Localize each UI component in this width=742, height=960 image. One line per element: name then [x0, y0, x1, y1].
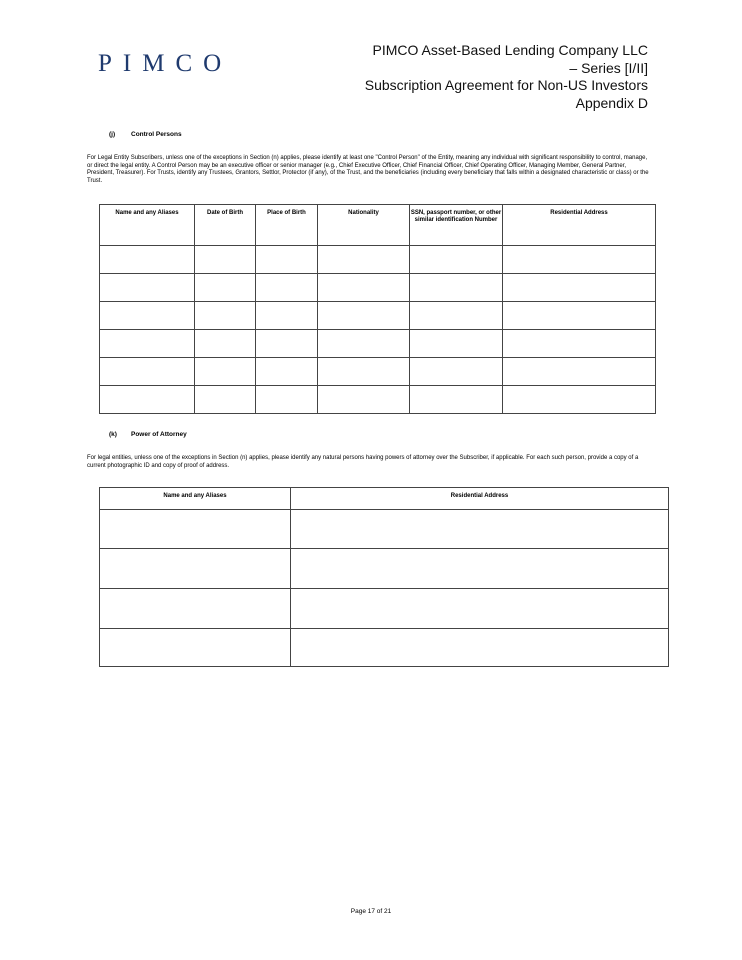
- table-cell[interactable]: [195, 302, 256, 330]
- table-cell[interactable]: [318, 246, 410, 274]
- table-cell[interactable]: [503, 302, 656, 330]
- table-cell[interactable]: [256, 274, 318, 302]
- table-cell[interactable]: [318, 330, 410, 358]
- table-row: [100, 386, 656, 414]
- table-cell[interactable]: [503, 358, 656, 386]
- table-cell[interactable]: [291, 549, 669, 589]
- table-cell[interactable]: [195, 358, 256, 386]
- table-cell[interactable]: [256, 302, 318, 330]
- table-row: [100, 274, 656, 302]
- table-cell[interactable]: [100, 629, 291, 667]
- section-k-number: (k): [109, 431, 117, 438]
- table-cell[interactable]: [410, 330, 503, 358]
- table-cell[interactable]: [318, 274, 410, 302]
- table-cell[interactable]: [410, 386, 503, 414]
- header-line-4: Appendix D: [575, 94, 648, 111]
- table-cell[interactable]: [100, 386, 195, 414]
- column-header-residential-address: Residential Address: [291, 488, 669, 510]
- table-cell[interactable]: [256, 358, 318, 386]
- section-j-title: Control Persons: [131, 131, 182, 138]
- table-cell[interactable]: [410, 302, 503, 330]
- header-line-3: Subscription Agreement for Non-US Investors: [364, 77, 648, 93]
- header-line-2: – Series [I/II]: [569, 59, 648, 76]
- table-cell[interactable]: [503, 386, 656, 414]
- power-of-attorney-header-row: [100, 488, 669, 510]
- table-cell[interactable]: [256, 386, 318, 414]
- table-row: [100, 629, 669, 667]
- table-cell[interactable]: [100, 274, 195, 302]
- table-cell[interactable]: [195, 274, 256, 302]
- table-cell[interactable]: [318, 386, 410, 414]
- table-row: [100, 549, 669, 589]
- table-cell[interactable]: [410, 274, 503, 302]
- table-cell[interactable]: [195, 330, 256, 358]
- power-of-attorney-table: [99, 487, 669, 667]
- column-header-residential-address: Residential Address: [503, 205, 656, 246]
- table-cell[interactable]: [100, 330, 195, 358]
- table-cell[interactable]: [410, 246, 503, 274]
- table-cell[interactable]: [100, 589, 291, 629]
- pimco-logo: PIMCO: [98, 50, 233, 77]
- table-row: [100, 330, 656, 358]
- section-k-paragraph: For legal entities, unless one of the exceptions in Section (n) applies, please identify any natural persons having powers of attorney over the Subscriber, if applicable. For each such person, provide a copy of a current photographic ID and copy of proof of address.: [87, 455, 639, 469]
- table-cell[interactable]: [100, 510, 291, 549]
- table-cell[interactable]: [100, 549, 291, 589]
- column-header-nationality: Nationality: [318, 205, 410, 246]
- table-cell[interactable]: [195, 386, 256, 414]
- section-k-title: Power of Attorney: [131, 431, 187, 438]
- table-cell[interactable]: [100, 358, 195, 386]
- table-cell[interactable]: [195, 246, 256, 274]
- table-cell[interactable]: [318, 302, 410, 330]
- control-persons-header-row: [100, 205, 656, 246]
- table-cell[interactable]: [410, 358, 503, 386]
- table-cell[interactable]: [318, 358, 410, 386]
- table-cell[interactable]: [291, 589, 669, 629]
- table-cell[interactable]: [291, 510, 669, 549]
- table-cell[interactable]: [503, 274, 656, 302]
- header-line-1: PIMCO Asset-Based Lending Company LLC: [372, 42, 648, 58]
- table-cell[interactable]: [100, 302, 195, 330]
- table-cell[interactable]: [503, 330, 656, 358]
- page-number: Page 17 of 21: [350, 908, 392, 915]
- section-j-paragraph: For Legal Entity Subscribers, unless one of the exceptions in Section (n) applies, please identify at least one "Control Person" of the Entity, meaning any individual with significant responsibility to control, manage, or direct the legal entity. A Control Person may be an executive officer or senior manager (e.g., Chief Executive Officer, Chief Financial Officer, Chief Operating Officer, Managing Member, General Partner, President, Treasurer). For Trusts, identify any Trustees, Grantors, Settlor, Protector (if any), of the Trust, and the beneficiaries (including every beneficiary that falls within a designated characteristic or class) or the Trust.: [87, 155, 649, 184]
- column-header-place-of-birth: Place of Birth: [256, 205, 318, 246]
- table-row: [100, 246, 656, 274]
- table-row: [100, 510, 669, 549]
- column-header-name: Name and any Aliases: [100, 205, 195, 246]
- table-cell[interactable]: [256, 330, 318, 358]
- column-header-name: Name and any Aliases: [100, 488, 291, 510]
- table-cell[interactable]: [256, 246, 318, 274]
- column-header-date-of-birth: Date of Birth: [195, 205, 256, 246]
- table-cell[interactable]: [291, 629, 669, 667]
- document-header: [365, 42, 648, 112]
- section-j-number: (j): [109, 131, 116, 138]
- table-cell[interactable]: [503, 246, 656, 274]
- column-header-id-number: SSN, passport number, or other similar identification Number: [410, 205, 503, 246]
- table-row: [100, 302, 656, 330]
- control-persons-table: [99, 204, 656, 414]
- table-row: [100, 589, 669, 629]
- table-cell[interactable]: [100, 246, 195, 274]
- table-row: [100, 358, 656, 386]
